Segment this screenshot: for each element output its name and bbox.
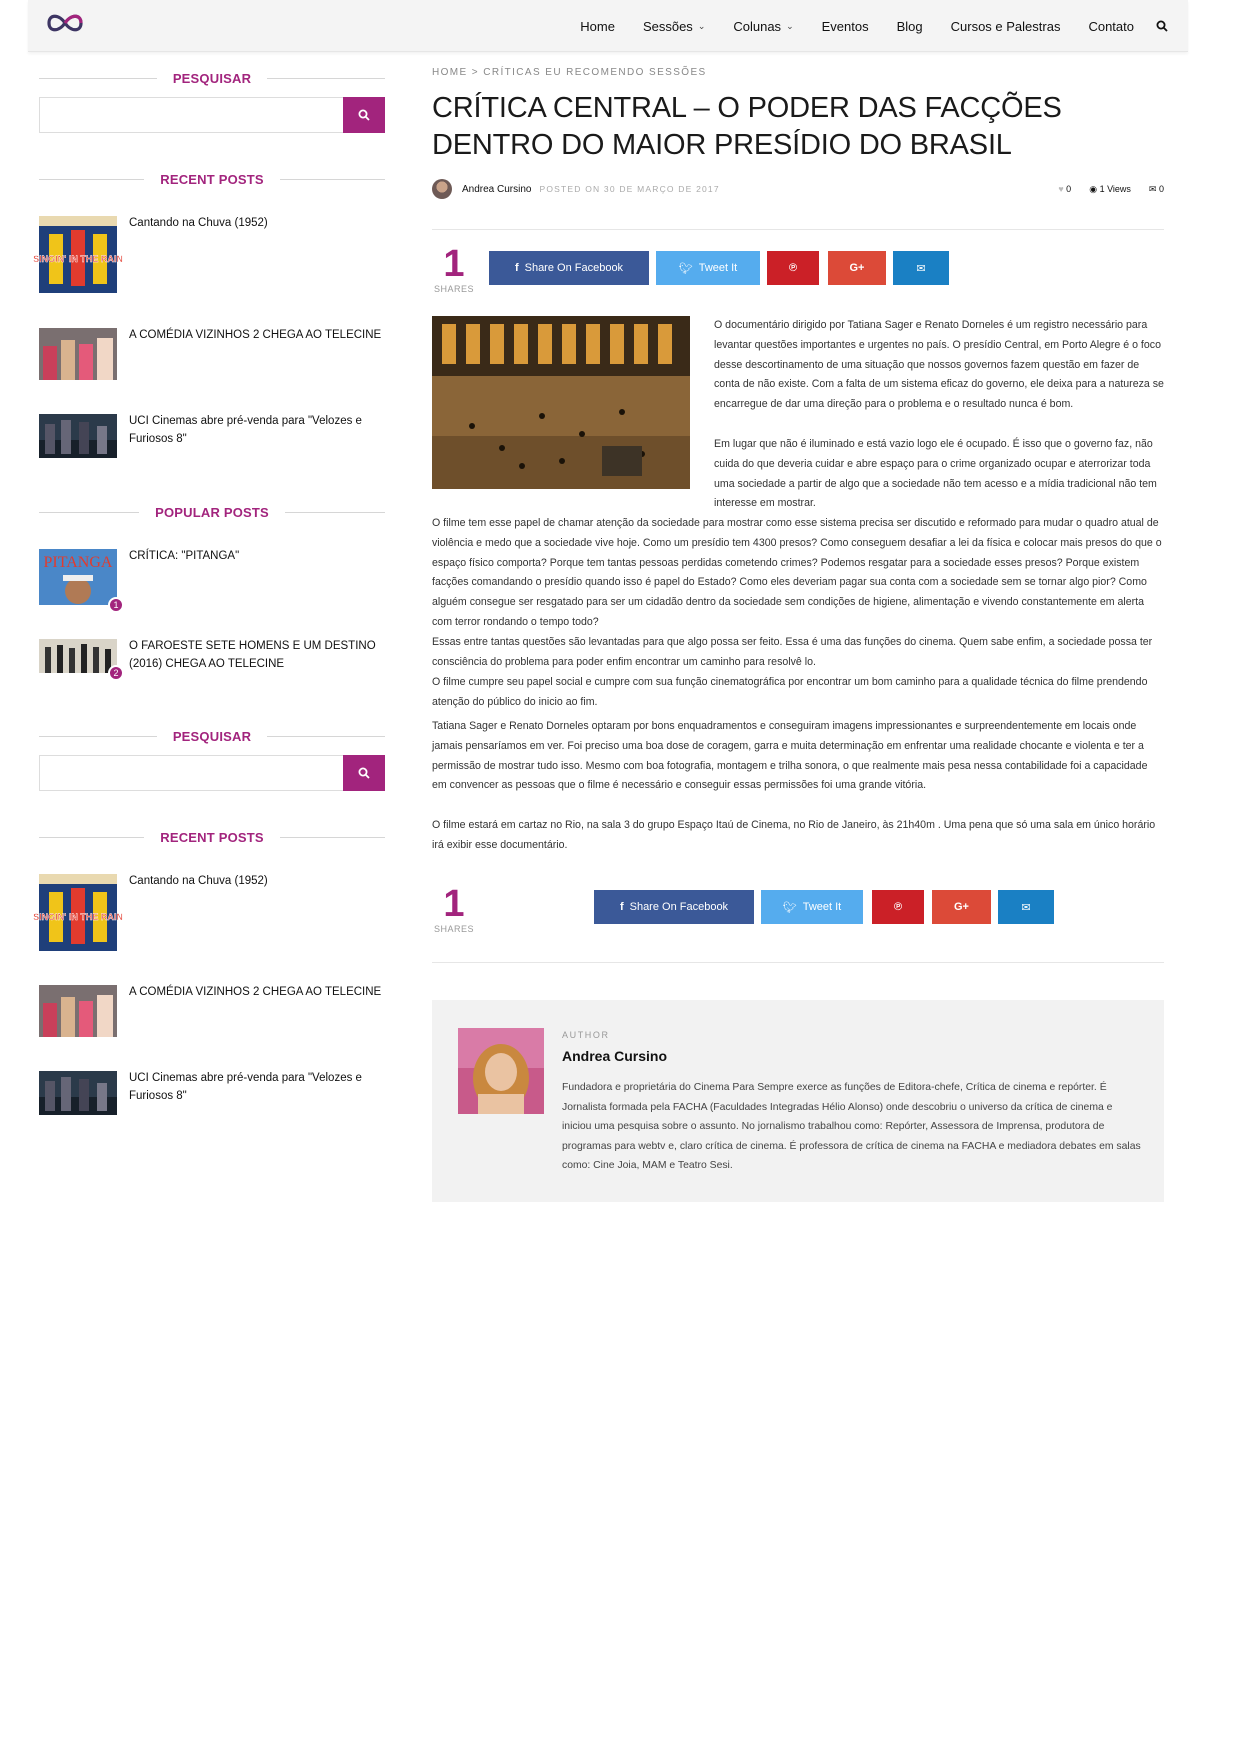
share-count-label: SHARES xyxy=(433,924,474,934)
nav-cursos-label: Cursos e Palestras xyxy=(950,18,1061,34)
sidebar-popular-title xyxy=(39,502,385,522)
sidebar-recent-title xyxy=(39,169,385,189)
share-count-label: SHARES xyxy=(433,284,474,294)
article-meta xyxy=(432,178,1164,200)
breadcrumb[interactable]: HOME > CRÍTICAS EU RECOMENDO SESSÕES xyxy=(432,67,707,78)
nav-contato-label: Contato xyxy=(1088,18,1134,34)
sidebar-search-title xyxy=(39,726,385,746)
nav-home[interactable] xyxy=(580,19,615,34)
infinity-logo-icon[interactable] xyxy=(40,8,90,38)
post-title[interactable]: A COMÉDIA VIZINHOS 2 CHEGA AO TELECINE xyxy=(129,329,382,341)
nav-eventos-label: Eventos xyxy=(821,18,869,34)
nav-sessoes-label: Sessões xyxy=(642,18,693,34)
eye-icon: ◉ xyxy=(1089,183,1098,194)
post-thumbnail[interactable] xyxy=(39,1071,117,1115)
share-count-number: 1 xyxy=(443,883,465,925)
author-label: AUTHOR xyxy=(562,1030,610,1040)
recent-post-item[interactable] xyxy=(39,1071,389,1115)
recent-post-item[interactable] xyxy=(33,216,389,293)
poster-text: SINGIN' IN THE RAIN xyxy=(33,912,123,922)
comment-icon: ✉ xyxy=(1148,183,1157,194)
popular-post-item[interactable] xyxy=(39,639,389,678)
comments-stat[interactable] xyxy=(1149,184,1164,195)
post-thumbnail[interactable] xyxy=(39,414,117,458)
post-thumbnail[interactable] xyxy=(33,874,123,951)
share-count xyxy=(432,244,476,294)
google-plus-button[interactable] xyxy=(828,251,886,285)
recent-post-item[interactable] xyxy=(33,874,389,951)
views-count: 1 Views xyxy=(1099,183,1131,194)
email-icon: ✉ xyxy=(916,262,926,275)
rank-badge: 2 xyxy=(108,665,124,681)
article-paragraph: O filme estará em cartaz no Rio, na sala 3 do grupo Espaço Itaú de Cinema, no Rio de Janeiro, às 21h40m . Uma pena que só uma sala em único horário irá exibir esse documentário. xyxy=(432,819,1156,851)
nav-home-label: Home xyxy=(580,18,615,34)
chevron-down-icon: ⌄ xyxy=(786,20,794,31)
email-icon: ✉ xyxy=(1021,901,1031,914)
pinterest-button[interactable] xyxy=(872,890,924,924)
article-lead-image[interactable] xyxy=(432,316,690,489)
facebook-icon: f xyxy=(619,901,624,913)
sidebar-search-button[interactable] xyxy=(343,97,385,133)
post-thumbnail[interactable] xyxy=(33,216,123,293)
share-facebook-label: Share On Facebook xyxy=(629,901,729,913)
twitter-icon: 🐦︎ xyxy=(782,901,797,914)
likes-stat[interactable] xyxy=(1058,184,1071,195)
divider xyxy=(432,962,1164,963)
sidebar-search-title-text: PESQUISAR xyxy=(172,70,252,86)
author-bio: Fundadora e proprietária do Cinema Para Sempre exerce as funções de Editora-chefe, Crítica de cinema e repórter. É Jornalista formada pela FACHA (Faculdades Integradas Hélio Alonso) onde descobriu o universo da crítica de cinema e iniciou uma pesquisa sobre o assunto. No jornalismo trabalhou como: Repórter, Assessora de Imprensa, produtora de programas para webtv e, claro crítica de cinema. É professora de crítica de cinema na FACHA e mediadora debates em salas como: Cine Joia, MAM e Teatro Sesi. xyxy=(562,1082,1141,1172)
share-bar-bottom xyxy=(432,883,1164,940)
sidebar-popular-title-text: POPULAR POSTS xyxy=(155,504,269,520)
search-icon[interactable] xyxy=(1156,20,1168,32)
post-thumbnail[interactable] xyxy=(39,549,119,610)
likes-count: 0 xyxy=(1066,183,1072,194)
tweet-label: Tweet It xyxy=(802,901,842,913)
nav-colunas-label: Colunas xyxy=(733,18,782,34)
nav-eventos[interactable] xyxy=(822,19,869,34)
sidebar-recent-title-text: RECENT POSTS xyxy=(160,171,264,187)
post-title[interactable]: A COMÉDIA VIZINHOS 2 CHEGA AO TELECINE xyxy=(129,986,382,998)
post-thumbnail[interactable] xyxy=(39,328,117,380)
sidebar-recent-title-text: RECENT POSTS xyxy=(160,829,264,845)
post-thumbnail[interactable] xyxy=(39,985,117,1037)
article-paragraph: O documentário dirigido por Tatiana Sager e Renato Dorneles é um registro necessário para levantar questões importantes e urgentes no país. O presídio Central, em Porto Alegre é o foco desse descortinamento de uma situação que nossos governos fazem questão em fazer de conta de não existe. Com a falta de um sistema eficaz do governo, ele deixa para a natureza se encarregue de dar uma direção para o problema e o resultado nunca é bom. xyxy=(714,319,1164,411)
recent-post-item[interactable] xyxy=(39,414,389,458)
divider xyxy=(432,229,1164,230)
poster-text: PITANGA xyxy=(43,554,113,571)
sidebar-search-input[interactable] xyxy=(39,97,385,133)
share-facebook-button[interactable] xyxy=(489,251,649,285)
search-icon xyxy=(358,109,370,121)
views-stat xyxy=(1089,184,1131,195)
heart-icon: ♥ xyxy=(1058,183,1064,194)
rank-badge: 1 xyxy=(108,597,124,613)
nav-colunas[interactable] xyxy=(733,19,793,34)
article-paragraph: Essas entre tantas questões são levantadas para que algo possa ser feito. Essa é uma das funções do cinema. Quem sabe enfim, a sociedade possa ter consciência do problema para poder enfim encontrar um caminho para resolvê lo. xyxy=(432,636,1153,668)
twitter-icon: 🐦︎ xyxy=(678,262,693,275)
sidebar-search-button[interactable] xyxy=(343,755,385,791)
nav-sessoes[interactable] xyxy=(643,19,705,34)
sidebar-search-title-text: PESQUISAR xyxy=(172,728,252,744)
recent-post-item[interactable] xyxy=(39,985,389,1037)
email-share-button[interactable] xyxy=(998,890,1054,924)
nav-blog-label: Blog xyxy=(896,18,923,34)
post-title[interactable]: O FAROESTE SETE HOMENS E UM DESTINO (2016) CHEGA AO TELECINE xyxy=(129,640,376,670)
post-date: POSTED ON 30 DE MARÇO DE 2017 xyxy=(539,184,720,194)
author-avatar[interactable] xyxy=(458,1028,544,1114)
article-title: CRÍTICA CENTRAL – O PODER DAS FACÇÕES DENTRO DO MAIOR PRESÍDIO DO BRASIL xyxy=(432,92,1062,161)
post-title[interactable]: CRÍTICA: "PITANGA" xyxy=(129,550,240,562)
pinterest-icon: ℗ xyxy=(788,262,798,274)
sidebar-search-title xyxy=(39,68,385,88)
site-header xyxy=(28,0,1188,52)
facebook-icon: f xyxy=(514,262,519,274)
post-title[interactable]: Cantando na Chuva (1952) xyxy=(129,217,268,229)
email-share-button[interactable] xyxy=(893,251,949,285)
post-thumbnail[interactable] xyxy=(39,639,119,678)
share-bar-top xyxy=(432,243,1164,300)
chevron-down-icon: ⌄ xyxy=(697,20,706,31)
nav-blog[interactable] xyxy=(897,19,923,34)
google-plus-icon: G+ xyxy=(954,901,969,913)
article-paragraph: Tatiana Sager e Renato Dorneles optaram por bons enquadramentos e conseguiram imagens impressionantes e surpreendentemente em locais onde jamais pensaríamos em ver. Foi preciso uma boa dose de coragem, garra e muita determinação em enfrentar uma realidade chocante e violenta e ter a permissão de mostrar tudo isso. Mesmo com boa fotografia, montagem e trilha sonora, o que realmente mais pesa nessa contabilidade foi a capacidade em convencer as pessoas que o filme é necessário e conseguir essas permissões foi uma grande vitória. xyxy=(432,720,1148,792)
author-link[interactable]: Andrea Cursino xyxy=(462,183,532,195)
share-facebook-label: Share On Facebook xyxy=(524,262,624,274)
sidebar-search-input[interactable] xyxy=(39,755,385,791)
pinterest-icon: ℗ xyxy=(893,901,903,913)
share-facebook-button[interactable] xyxy=(594,890,754,924)
poster-text: SINGIN' IN THE RAIN xyxy=(33,254,123,264)
author-box xyxy=(432,1000,1164,1202)
popular-post-item[interactable] xyxy=(39,549,389,610)
google-plus-icon: G+ xyxy=(849,262,865,274)
tweet-label: Tweet It xyxy=(698,262,738,274)
author-avatar-small[interactable] xyxy=(432,179,452,199)
article-paragraph: O filme tem esse papel de chamar atenção da sociedade para mostrar como esse sistema precisa ser discutido e reformado para mudar o quadro atual de violência e medo que a sociedade vive hoje. Como um presídio tem 4300 presos? Como conseguem desafiar a lei da física e colocar mais presos do que o espaço físico comporta? Porque tem tantas pessoas perdidas cometendo crimes? Podemos resgatar para a sociedade esses presos? Porque existem facções comandando o presídio quando isso é papel do Estado? Como eles deveriam pagar sua conta com a sociedade sem se tornar algo pior? Como alguém consegue ser resgatado para ser um cidadão dentro da sociedade sem condições de higiene, alimentação e vivendo constantemente em alerta com terror rondando o tempo todo? xyxy=(432,517,1162,628)
nav-cursos[interactable] xyxy=(951,19,1061,34)
comments-count: 0 xyxy=(1158,183,1164,194)
main-nav xyxy=(552,0,1168,52)
author-name[interactable]: Andrea Cursino xyxy=(562,1048,668,1064)
tweet-button[interactable] xyxy=(656,251,760,285)
recent-post-item[interactable] xyxy=(39,328,389,380)
google-plus-button[interactable] xyxy=(932,890,991,924)
share-count-number: 1 xyxy=(443,243,465,285)
sidebar-recent-title xyxy=(39,827,385,847)
post-title[interactable]: UCI Cinemas abre pré-venda para "Velozes e Furiosos 8" xyxy=(129,1072,362,1102)
tweet-button[interactable] xyxy=(761,890,863,924)
search-icon xyxy=(358,767,370,779)
article-paragraph: O filme cumpre seu papel social e cumpre com sua função cinematográfica por encontrar um bom caminho para a qualidade técnica do filme prendendo atenção do público do inicio ao fim. xyxy=(432,676,1148,708)
post-title[interactable]: Cantando na Chuva (1952) xyxy=(129,875,268,887)
nav-contato[interactable] xyxy=(1088,19,1134,34)
pinterest-button[interactable] xyxy=(767,251,819,285)
article-paragraph: Em lugar que não é iluminado e está vazio logo ele é ocupado. É isso que o governo faz, não cuida do que deveria cuidar e abre espaço para o crime organizado ocupar e aterrorizar toda uma sociedade a partir de algo que a sociedade não tem acesso e a mídia tradicional não tem interesse em mostrar. xyxy=(714,438,1157,510)
post-title[interactable]: UCI Cinemas abre pré-venda para "Velozes e Furiosos 8" xyxy=(129,415,362,445)
share-count xyxy=(432,884,476,934)
